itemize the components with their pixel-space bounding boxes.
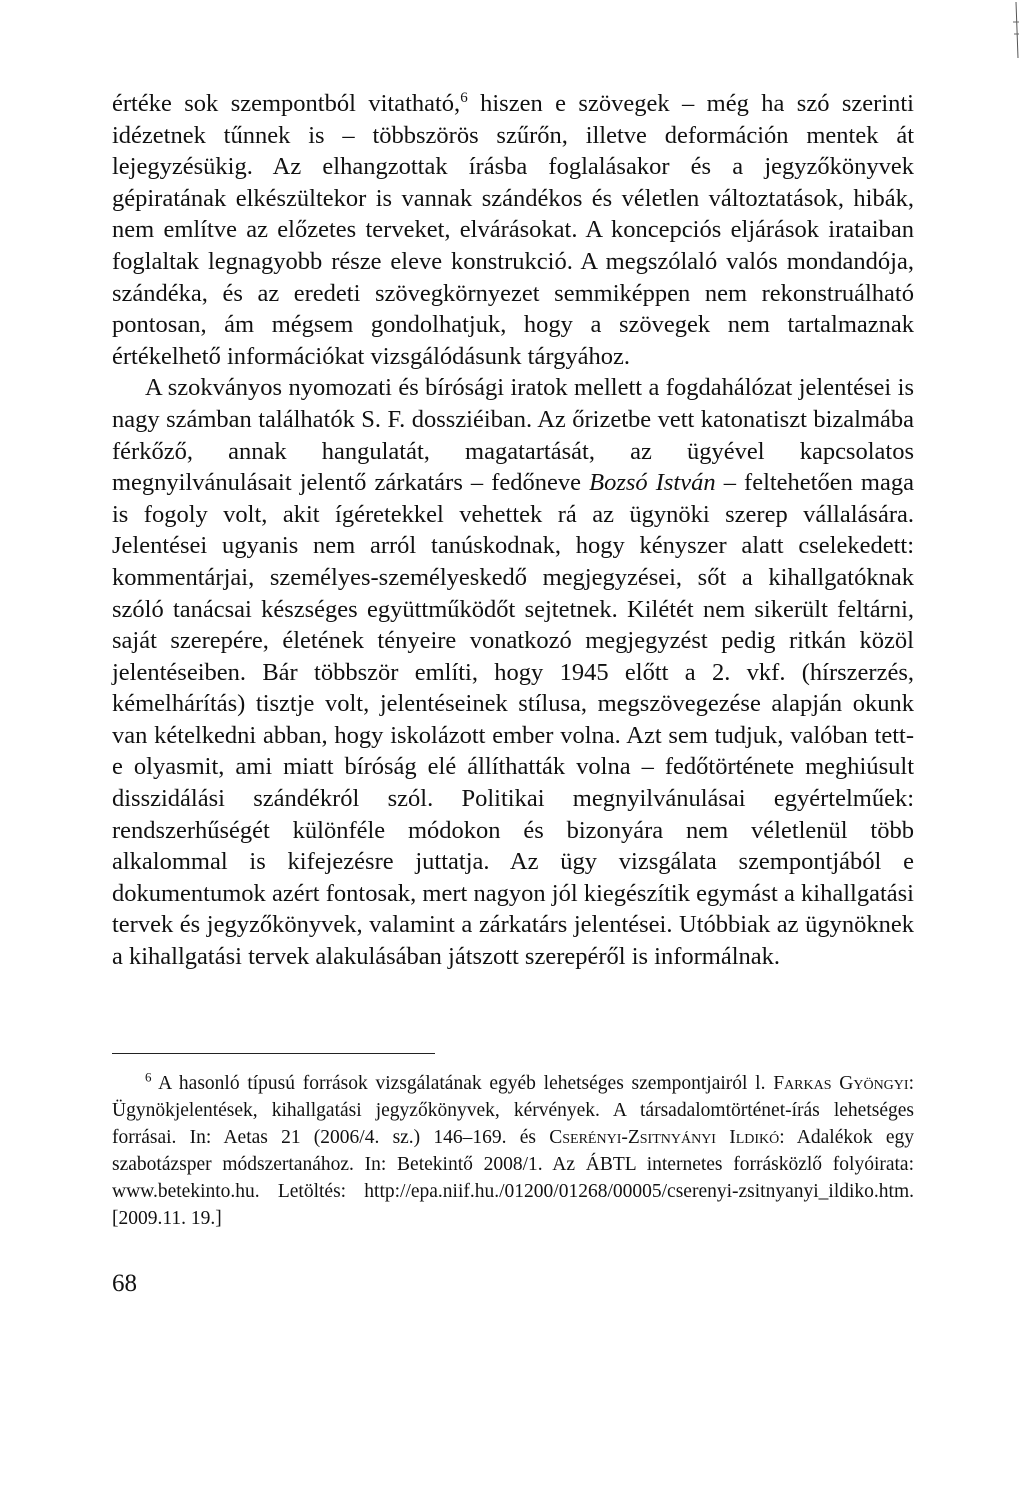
scan-edge-mark [1004,0,1020,60]
main-text [112,88,914,973]
cover-name: Bozsó István [589,469,716,497]
footnote-author-2: Cserényi-Zsitnyányi Ildikó [549,1127,780,1148]
paragraph-1-rest: hiszen e szövegek – még ha szó szerinti idézetnek tűnnek is – többszörös szűrőn, illetve deformáción mentek át lejegyzésükig. Az elhangzottak írásba foglalásakor és a jegyzőkönyvek gépiratának elkészültekor is vannak szándékos és véletlen változtatások, hibák, nem említve az előzetes terveket, elvárásokat. A koncepciós eljárások irataiban foglaltak legnagyobb része eleve konstrukció. A megszólaló valós mondandója, szándéka, és az eredeti szövegkörnyezet semmiképpen nem rekonstruálható pontosan, ám mégsem gondolhatjuk, hogy a szövegek nem tartalmaznak értékelhető információkat vizsgálódásunk tárgyához. [112,90,914,370]
footnote [112,1070,914,1232]
footnote-marker: 6 [145,1069,152,1085]
footnote-reference: 6 [460,89,468,106]
paragraph-2 [112,372,914,972]
paragraph-1 [112,88,914,372]
paragraph-2-start: A szokványos nyomozati és bírósági iratok mellett a fogdahálózat jelentései is nagy számban találhatók S. F. dossziéiban. Az őrizetbe vett katonatiszt bizalmába férkőző, annak hangulatát, magatartását, az ügyével kapcsolatos megnyilvánulásait jelentő zárkatárs – fedőneve [112,374,914,497]
paragraph-2-rest: – feltehetően maga is fogoly volt, akit ígéretekkel vehettek rá az ügynöki szerep vállalására. Jelentései ugyanis nem arról tanúskodnak, hogy kényszer alatt cselekedett: kommentárjai, személyes-személyeskedő megjegyzései, sőt a kihallgatóknak szóló tanácsai készséges együttműködőt sejtetnek. Kilétét nem sikerült feltárni, saját szerepére, életének tényeire vonatkozó megjegyzést pedig ritkán közöl jelentéseiben. Bár többször említi, hogy 1945 előtt a 2. vkf. (hírszerzés, kémelhárítás) tisztje volt, jelentéseinek stílusa, megszövegezése alapján okunk van kételkedni abban, hogy iskolázott ember volna. Azt sem tudjuk, valóban tett-e olyasmit, ami miatt bíróság elé állíthatták volna – fedőtörténete meghiúsult disszidálási szándékról szól. Politikai megnyilvánulásai egyértelműek: rendszerhűségét különféle módokon és bizonyára nem véletlenül több alkalommal is kifejezésre juttatja. Az ügy vizsgálata szempontjából e dokumentumok azért fontosak, mert nagyon jól kiegészítik egymást a kihallgatási tervek és jegyzőkönyvek, valamint a zárkatárs jelentései. Utóbbiak az ügynöknek a kihallgatási tervek alakulásában játszott szerepéről is informálnak. [112,469,914,971]
footnote-text-3: : Adalékok egy szabotázsper módszertanához. In: Betekintő 2008/1. Az ÁBTL internetes forrásközlő folyóirata: www.betekinto.hu. Letöltés: http://epa.niif.hu./01200/01268/00005/cserenyi-zsitnyanyi_ildiko.htm. [2009.11. 19.] [112,1127,914,1229]
footnote-text-2: : Ügynökjelentések, kihallgatási jegyzőkönyvek, kérvények. A társadalomtörténet-írás lehetséges forrásai. In: Aetas 21 (2006/4. sz.) 146–169. és [112,1073,914,1148]
footnote-author-1: Farkas Gyöngyi [773,1073,909,1094]
paragraph-1-start: értéke sok szempontból vitatható, [112,90,461,117]
footnote-separator [112,1053,435,1054]
footnote-text-1: A hasonló típusú források vizsgálatának egyéb lehetséges szempontjairól l. [151,1073,774,1094]
page-number: 68 [112,1270,137,1297]
